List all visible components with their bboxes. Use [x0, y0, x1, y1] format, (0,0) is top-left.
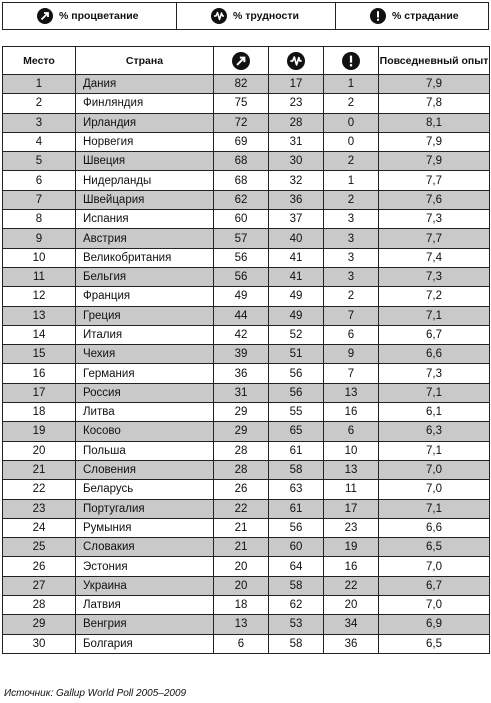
cell-suffering: 7 — [324, 306, 379, 325]
cell-country: Швеция — [76, 152, 214, 171]
cell-suffering: 3 — [324, 210, 379, 229]
cell-suffering: 3 — [324, 229, 379, 248]
cell-thriving: 26 — [214, 480, 269, 499]
cell-experience: 6,1 — [379, 403, 490, 422]
cell-country: Венгрия — [76, 615, 214, 634]
cell-struggling: 30 — [269, 152, 324, 171]
cell-country: Нидерланды — [76, 171, 214, 190]
cell-thriving: 44 — [214, 306, 269, 325]
cell-thriving: 39 — [214, 345, 269, 364]
cell-experience: 7,1 — [379, 383, 490, 402]
cell-experience: 6,7 — [379, 325, 490, 344]
cell-experience: 7,3 — [379, 364, 490, 383]
cell-rank: 21 — [3, 460, 76, 479]
cell-struggling: 51 — [269, 345, 324, 364]
cell-experience: 6,5 — [379, 634, 490, 653]
cell-experience: 7,1 — [379, 499, 490, 518]
table-row — [3, 190, 490, 209]
table-row — [3, 480, 490, 499]
cell-experience: 7,7 — [379, 171, 490, 190]
cell-country: Болгария — [76, 634, 214, 653]
table-row — [3, 287, 490, 306]
cell-thriving: 68 — [214, 152, 269, 171]
cell-struggling: 61 — [269, 441, 324, 460]
source-note: Источник: Gallup World Poll 2005–2009 — [4, 688, 187, 699]
cell-rank: 20 — [3, 441, 76, 460]
cell-experience: 7,3 — [379, 210, 490, 229]
cell-country: Дания — [76, 75, 214, 94]
table-row — [3, 267, 490, 286]
cell-struggling: 56 — [269, 383, 324, 402]
cell-country: Эстония — [76, 557, 214, 576]
cell-experience: 6,6 — [379, 518, 490, 537]
cell-rank: 16 — [3, 364, 76, 383]
cell-suffering: 7 — [324, 364, 379, 383]
header-country: Страна — [76, 47, 214, 75]
cell-suffering: 16 — [324, 557, 379, 576]
cell-rank: 14 — [3, 325, 76, 344]
cell-country: Испания — [76, 210, 214, 229]
cell-suffering: 3 — [324, 267, 379, 286]
cell-suffering: 17 — [324, 499, 379, 518]
cell-experience: 7,9 — [379, 132, 490, 151]
cell-rank: 10 — [3, 248, 76, 267]
cell-experience: 7,1 — [379, 306, 490, 325]
cell-rank: 2 — [3, 94, 76, 113]
cell-thriving: 62 — [214, 190, 269, 209]
header-rank: Место — [3, 47, 76, 75]
wellbeing-table — [2, 46, 490, 654]
cell-experience: 7,8 — [379, 94, 490, 113]
cell-struggling: 32 — [269, 171, 324, 190]
cell-suffering: 13 — [324, 460, 379, 479]
cell-rank: 4 — [3, 132, 76, 151]
cell-thriving: 28 — [214, 460, 269, 479]
cell-rank: 27 — [3, 576, 76, 595]
cell-thriving: 69 — [214, 132, 269, 151]
cell-country: Швейцария — [76, 190, 214, 209]
suffering-icon — [342, 52, 360, 70]
cell-country: Россия — [76, 383, 214, 402]
cell-thriving: 42 — [214, 325, 269, 344]
cell-suffering: 2 — [324, 287, 379, 306]
cell-country: Италия — [76, 325, 214, 344]
cell-country: Румыния — [76, 518, 214, 537]
cell-experience: 7,0 — [379, 480, 490, 499]
cell-country: Латвия — [76, 596, 214, 615]
cell-struggling: 52 — [269, 325, 324, 344]
cell-experience: 7,9 — [379, 152, 490, 171]
table-row — [3, 113, 490, 132]
table-row — [3, 441, 490, 460]
cell-struggling: 55 — [269, 403, 324, 422]
table-row — [3, 615, 490, 634]
table-row — [3, 499, 490, 518]
cell-struggling: 41 — [269, 267, 324, 286]
cell-struggling: 58 — [269, 634, 324, 653]
cell-experience: 7,2 — [379, 287, 490, 306]
cell-rank: 24 — [3, 518, 76, 537]
struggling-icon — [211, 8, 227, 24]
cell-thriving: 21 — [214, 538, 269, 557]
cell-rank: 28 — [3, 596, 76, 615]
cell-country: Франция — [76, 287, 214, 306]
cell-struggling: 28 — [269, 113, 324, 132]
cell-struggling: 56 — [269, 518, 324, 537]
table-row — [3, 75, 490, 94]
cell-thriving: 57 — [214, 229, 269, 248]
cell-thriving: 20 — [214, 576, 269, 595]
table-row — [3, 364, 490, 383]
cell-experience: 6,7 — [379, 576, 490, 595]
cell-country: Украина — [76, 576, 214, 595]
cell-country: Бельгия — [76, 267, 214, 286]
cell-experience: 7,7 — [379, 229, 490, 248]
cell-rank: 29 — [3, 615, 76, 634]
cell-struggling: 61 — [269, 499, 324, 518]
cell-suffering: 0 — [324, 113, 379, 132]
cell-rank: 7 — [3, 190, 76, 209]
cell-suffering: 1 — [324, 171, 379, 190]
cell-thriving: 13 — [214, 615, 269, 634]
cell-country: Чехия — [76, 345, 214, 364]
cell-suffering: 3 — [324, 248, 379, 267]
cell-thriving: 29 — [214, 422, 269, 441]
cell-thriving: 36 — [214, 364, 269, 383]
cell-struggling: 60 — [269, 538, 324, 557]
cell-rank: 8 — [3, 210, 76, 229]
cell-suffering: 22 — [324, 576, 379, 595]
header-experience: Повседневный опыт — [379, 47, 490, 75]
cell-thriving: 20 — [214, 557, 269, 576]
cell-experience: 7,3 — [379, 267, 490, 286]
cell-suffering: 2 — [324, 94, 379, 113]
cell-thriving: 49 — [214, 287, 269, 306]
suffering-icon — [370, 8, 386, 24]
cell-struggling: 31 — [269, 132, 324, 151]
cell-country: Германия — [76, 364, 214, 383]
cell-rank: 9 — [3, 229, 76, 248]
cell-country: Великобритания — [76, 248, 214, 267]
cell-experience: 7,0 — [379, 460, 490, 479]
cell-experience: 6,5 — [379, 538, 490, 557]
cell-suffering: 1 — [324, 75, 379, 94]
table-row — [3, 538, 490, 557]
cell-thriving: 22 — [214, 499, 269, 518]
cell-thriving: 6 — [214, 634, 269, 653]
cell-suffering: 11 — [324, 480, 379, 499]
cell-struggling: 17 — [269, 75, 324, 94]
cell-rank: 1 — [3, 75, 76, 94]
table-row — [3, 557, 490, 576]
table-row — [3, 94, 490, 113]
cell-struggling: 62 — [269, 596, 324, 615]
cell-country: Греция — [76, 306, 214, 325]
cell-thriving: 68 — [214, 171, 269, 190]
cell-struggling: 49 — [269, 287, 324, 306]
cell-suffering: 6 — [324, 325, 379, 344]
cell-thriving: 60 — [214, 210, 269, 229]
cell-thriving: 28 — [214, 441, 269, 460]
cell-experience: 7,1 — [379, 441, 490, 460]
cell-experience: 7,0 — [379, 557, 490, 576]
table-row — [3, 306, 490, 325]
cell-rank: 22 — [3, 480, 76, 499]
cell-rank: 18 — [3, 403, 76, 422]
cell-struggling: 53 — [269, 615, 324, 634]
cell-struggling: 49 — [269, 306, 324, 325]
cell-suffering: 10 — [324, 441, 379, 460]
cell-thriving: 82 — [214, 75, 269, 94]
cell-suffering: 13 — [324, 383, 379, 402]
cell-country: Словения — [76, 460, 214, 479]
cell-suffering: 23 — [324, 518, 379, 537]
table-row — [3, 634, 490, 653]
cell-rank: 6 — [3, 171, 76, 190]
legend-suffering-label: % страдание — [392, 10, 459, 22]
cell-suffering: 0 — [324, 132, 379, 151]
cell-rank: 19 — [3, 422, 76, 441]
table-header-row — [3, 47, 490, 75]
cell-struggling: 41 — [269, 248, 324, 267]
cell-suffering: 6 — [324, 422, 379, 441]
struggling-icon — [287, 52, 305, 70]
table-row — [3, 152, 490, 171]
cell-struggling: 56 — [269, 364, 324, 383]
legend-thriving — [3, 3, 177, 29]
cell-struggling: 37 — [269, 210, 324, 229]
cell-thriving: 56 — [214, 267, 269, 286]
header-thriving — [214, 47, 269, 75]
cell-suffering: 9 — [324, 345, 379, 364]
thriving-icon — [232, 52, 250, 70]
table-row — [3, 345, 490, 364]
cell-suffering: 34 — [324, 615, 379, 634]
cell-country: Финляндия — [76, 94, 214, 113]
cell-rank: 26 — [3, 557, 76, 576]
legend-struggling-label: % трудности — [233, 10, 299, 22]
thriving-icon — [37, 8, 53, 24]
table-row — [3, 422, 490, 441]
cell-experience: 6,9 — [379, 615, 490, 634]
table-row — [3, 460, 490, 479]
cell-experience: 6,3 — [379, 422, 490, 441]
cell-suffering: 20 — [324, 596, 379, 615]
header-struggling — [269, 47, 324, 75]
cell-rank: 15 — [3, 345, 76, 364]
table-row — [3, 171, 490, 190]
cell-experience: 7,9 — [379, 75, 490, 94]
cell-rank: 5 — [3, 152, 76, 171]
cell-rank: 3 — [3, 113, 76, 132]
table-row — [3, 518, 490, 537]
cell-thriving: 31 — [214, 383, 269, 402]
cell-thriving: 75 — [214, 94, 269, 113]
cell-country: Португалия — [76, 499, 214, 518]
cell-thriving: 18 — [214, 596, 269, 615]
cell-country: Австрия — [76, 229, 214, 248]
cell-country: Словакия — [76, 538, 214, 557]
cell-experience: 6,6 — [379, 345, 490, 364]
cell-rank: 13 — [3, 306, 76, 325]
cell-country: Ирландия — [76, 113, 214, 132]
cell-struggling: 58 — [269, 460, 324, 479]
cell-suffering: 2 — [324, 152, 379, 171]
cell-struggling: 65 — [269, 422, 324, 441]
cell-struggling: 23 — [269, 94, 324, 113]
header-suffering — [324, 47, 379, 75]
cell-thriving: 72 — [214, 113, 269, 132]
cell-rank: 23 — [3, 499, 76, 518]
cell-country: Литва — [76, 403, 214, 422]
table-row — [3, 403, 490, 422]
legend-thriving-label: % процветание — [59, 10, 139, 22]
cell-suffering: 2 — [324, 190, 379, 209]
cell-country: Беларусь — [76, 480, 214, 499]
cell-experience: 7,4 — [379, 248, 490, 267]
cell-rank: 25 — [3, 538, 76, 557]
table-row — [3, 596, 490, 615]
cell-rank: 17 — [3, 383, 76, 402]
table-row — [3, 325, 490, 344]
cell-thriving: 29 — [214, 403, 269, 422]
cell-struggling: 63 — [269, 480, 324, 499]
cell-rank: 11 — [3, 267, 76, 286]
table-row — [3, 383, 490, 402]
cell-suffering: 16 — [324, 403, 379, 422]
legend-struggling — [177, 3, 336, 29]
cell-country: Косово — [76, 422, 214, 441]
cell-struggling: 40 — [269, 229, 324, 248]
cell-rank: 30 — [3, 634, 76, 653]
legend — [2, 2, 489, 30]
table-row — [3, 229, 490, 248]
table-row — [3, 132, 490, 151]
cell-suffering: 36 — [324, 634, 379, 653]
cell-rank: 12 — [3, 287, 76, 306]
cell-struggling: 64 — [269, 557, 324, 576]
cell-country: Норвегия — [76, 132, 214, 151]
cell-experience: 7,0 — [379, 596, 490, 615]
cell-struggling: 36 — [269, 190, 324, 209]
table-row — [3, 576, 490, 595]
table-row — [3, 210, 490, 229]
legend-suffering — [336, 3, 488, 29]
table-row — [3, 248, 490, 267]
cell-experience: 7,6 — [379, 190, 490, 209]
cell-suffering: 19 — [324, 538, 379, 557]
cell-experience: 8,1 — [379, 113, 490, 132]
cell-country: Польша — [76, 441, 214, 460]
cell-struggling: 58 — [269, 576, 324, 595]
cell-thriving: 21 — [214, 518, 269, 537]
cell-thriving: 56 — [214, 248, 269, 267]
